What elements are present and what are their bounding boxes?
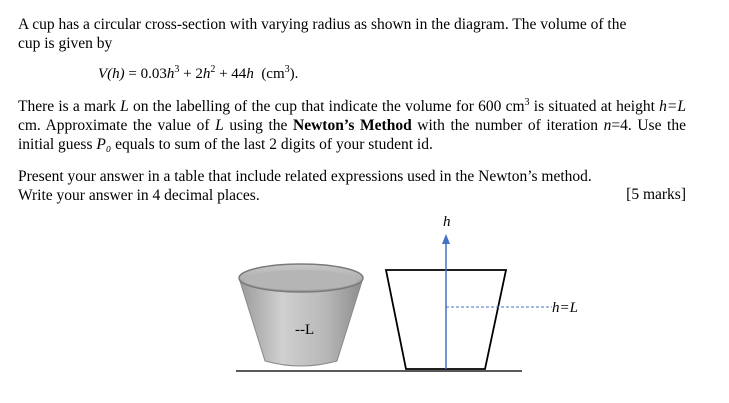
instruction-line-1: Present your answer in a table that include related expressions used in the Newton’s method.: [18, 168, 592, 185]
formula-unit-close: ).: [289, 66, 299, 82]
gray-cup-inside: [245, 270, 357, 290]
p2-hL: h=L: [659, 98, 686, 115]
gray-cup-illustration: [239, 264, 363, 366]
formula-h-3: h: [246, 66, 254, 82]
formula-lhs: V(h): [98, 66, 125, 82]
p2-text-3: is situated at height: [529, 98, 660, 115]
p2-L-2: L: [215, 117, 224, 134]
p2-method: Newton’s Method: [293, 117, 412, 134]
formula-exp-2: 2: [210, 64, 216, 75]
instruction-line-2: Write your answer in 4 decimal places.: [18, 187, 260, 204]
intro-line-2: cup is given by: [18, 35, 113, 52]
p2-text-8: equals to sum of the last 2 digits of your student id.: [111, 136, 433, 153]
p2-text-2: on the labelling of the cup that indicate the volume for 600 cm: [128, 98, 525, 115]
h-equals-L-label: h=L: [552, 300, 578, 316]
p2-exp: 3: [524, 96, 530, 108]
intro-line-1: A cup has a circular cross-section with varying radius as shown in the diagram. The volume of the: [18, 16, 627, 33]
p2-text-7: =4. Use the initial guess: [18, 117, 686, 153]
formula-unit: (cm: [253, 66, 285, 82]
gray-cup-L-label: --L: [295, 322, 315, 338]
formula-h-1: h: [166, 66, 175, 82]
formula-h-2: h: [202, 66, 211, 82]
formula-exp-3: 3: [174, 64, 180, 75]
h-axis-arrowhead: [442, 234, 450, 244]
h-axis-label: h: [443, 214, 451, 230]
formula-term-3: + 44: [215, 66, 247, 82]
formula-term-2: + 2: [179, 66, 203, 82]
p2-P0: P₀: [96, 136, 112, 153]
p2-L-1: L: [120, 98, 129, 115]
p2-text-1: There is a mark: [18, 98, 121, 115]
p2-text-5: using the: [223, 117, 294, 134]
p2-n: n: [603, 117, 612, 134]
p2-text-6: with the number of iteration: [411, 117, 604, 134]
outline-cup-illustration: [386, 214, 578, 369]
formula-term-1: = 0.03: [124, 66, 167, 82]
p2-text-4: cm. Approximate the value of: [18, 117, 216, 134]
marks-label: [5 marks]: [626, 186, 686, 203]
formula-unit-exp: 3: [284, 64, 290, 75]
